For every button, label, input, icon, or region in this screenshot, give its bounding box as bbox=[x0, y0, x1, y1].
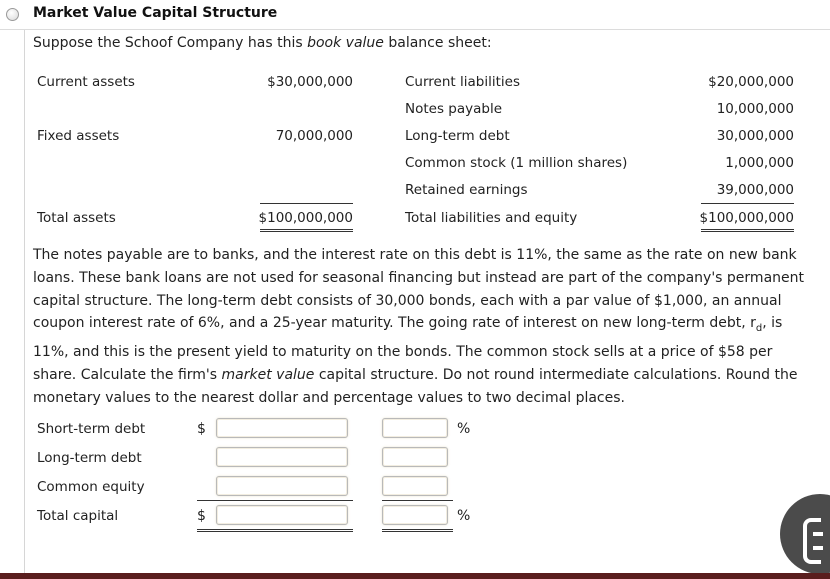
bs-notes-payable-value: 10,000,000 bbox=[716, 101, 794, 117]
bottom-bar bbox=[0, 573, 830, 579]
chat-help-icon bbox=[803, 518, 821, 564]
bs-notes-payable-label: Notes payable bbox=[405, 101, 503, 117]
short-term-debt-percent-input[interactable] bbox=[382, 418, 448, 438]
total-assets-double-rule-2 bbox=[260, 231, 353, 232]
row-total-capital-currency: $ bbox=[197, 508, 206, 524]
long-term-debt-percent-input[interactable] bbox=[382, 447, 448, 467]
row-total-capital-percent-sign: % bbox=[457, 508, 471, 524]
intro-text: Suppose the Schoof Company has this book value balance sheet: bbox=[33, 35, 492, 51]
bs-retained-earnings-value: 39,000,000 bbox=[716, 182, 794, 198]
common-equity-value-input[interactable] bbox=[216, 476, 348, 496]
bs-current-assets-value: $30,000,000 bbox=[267, 74, 353, 90]
question-radio-icon[interactable] bbox=[6, 8, 19, 21]
total-percent-double-rule-2 bbox=[382, 531, 453, 532]
bs-total-assets-value: $100,000,000 bbox=[258, 210, 353, 226]
long-term-debt-value-input[interactable] bbox=[216, 447, 348, 467]
bs-long-term-debt-value: 30,000,000 bbox=[716, 128, 794, 144]
bs-current-liabilities-value: $20,000,000 bbox=[708, 74, 794, 90]
row-short-term-debt-percent-sign: % bbox=[457, 421, 471, 437]
total-capital-value-input[interactable] bbox=[216, 505, 348, 525]
row-short-term-debt-label: Short-term debt bbox=[37, 421, 146, 437]
bs-current-assets-label: Current assets bbox=[37, 74, 135, 90]
bs-current-liabilities-label: Current liabilities bbox=[405, 74, 520, 90]
row-short-term-debt-currency: $ bbox=[197, 421, 206, 437]
total-liabilities-rule bbox=[701, 203, 794, 204]
total-percent-rule bbox=[382, 500, 453, 501]
bs-long-term-debt-label: Long-term debt bbox=[405, 128, 510, 144]
question-title: Market Value Capital Structure bbox=[33, 5, 278, 21]
total-percent-double-rule-1 bbox=[382, 529, 453, 530]
problem-paragraph: The notes payable are to banks, and the interest rate on this debt is 11%, the same as the rate on new bank loans. These bank loans are not used for seasonal financing but instead are part of the company's permanent capital structure. The long-term debt consists of 30,000 bonds, each with a par value of $1,000, an annual coupon interest rate of 6%, and a 25-year maturity. The going rate of interest on new long-term debt, $r_d$, is 11%, and this is the present yield to maturity on the bonds. The common stock sells at a price of $58 per share. Calculate the firm's market value capital structure. Do not round intermediate calculations. Round the monetary values to the nearest dollar and percentage values to two decimal places. bbox=[33, 247, 804, 406]
bs-fixed-assets-value: 70,000,000 bbox=[275, 128, 353, 144]
bs-common-stock-value: 1,000,000 bbox=[725, 155, 794, 171]
common-equity-percent-input[interactable] bbox=[382, 476, 448, 496]
row-long-term-debt-label: Long-term debt bbox=[37, 450, 142, 466]
bs-total-liabilities-value: $100,000,000 bbox=[699, 210, 794, 226]
total-assets-double-rule-1 bbox=[260, 229, 353, 230]
bs-retained-earnings-label: Retained earnings bbox=[405, 182, 528, 198]
left-border bbox=[24, 30, 25, 579]
total-capital-double-rule-2 bbox=[197, 531, 353, 532]
total-liabilities-double-rule-2 bbox=[701, 231, 794, 232]
total-capital-percent-input[interactable] bbox=[382, 505, 448, 525]
short-term-debt-value-input[interactable] bbox=[216, 418, 348, 438]
row-total-capital-label: Total capital bbox=[37, 508, 119, 524]
total-assets-rule bbox=[260, 203, 353, 204]
bs-fixed-assets-label: Fixed assets bbox=[37, 128, 120, 144]
total-liabilities-double-rule-1 bbox=[701, 229, 794, 230]
header-divider bbox=[0, 29, 830, 30]
bs-total-liabilities-label: Total liabilities and equity bbox=[405, 210, 578, 226]
bs-common-stock-label: Common stock (1 million shares) bbox=[405, 155, 628, 171]
total-capital-rule bbox=[197, 500, 353, 501]
row-common-equity-label: Common equity bbox=[37, 479, 145, 495]
total-capital-double-rule-1 bbox=[197, 529, 353, 530]
bs-total-assets-label: Total assets bbox=[37, 210, 116, 226]
